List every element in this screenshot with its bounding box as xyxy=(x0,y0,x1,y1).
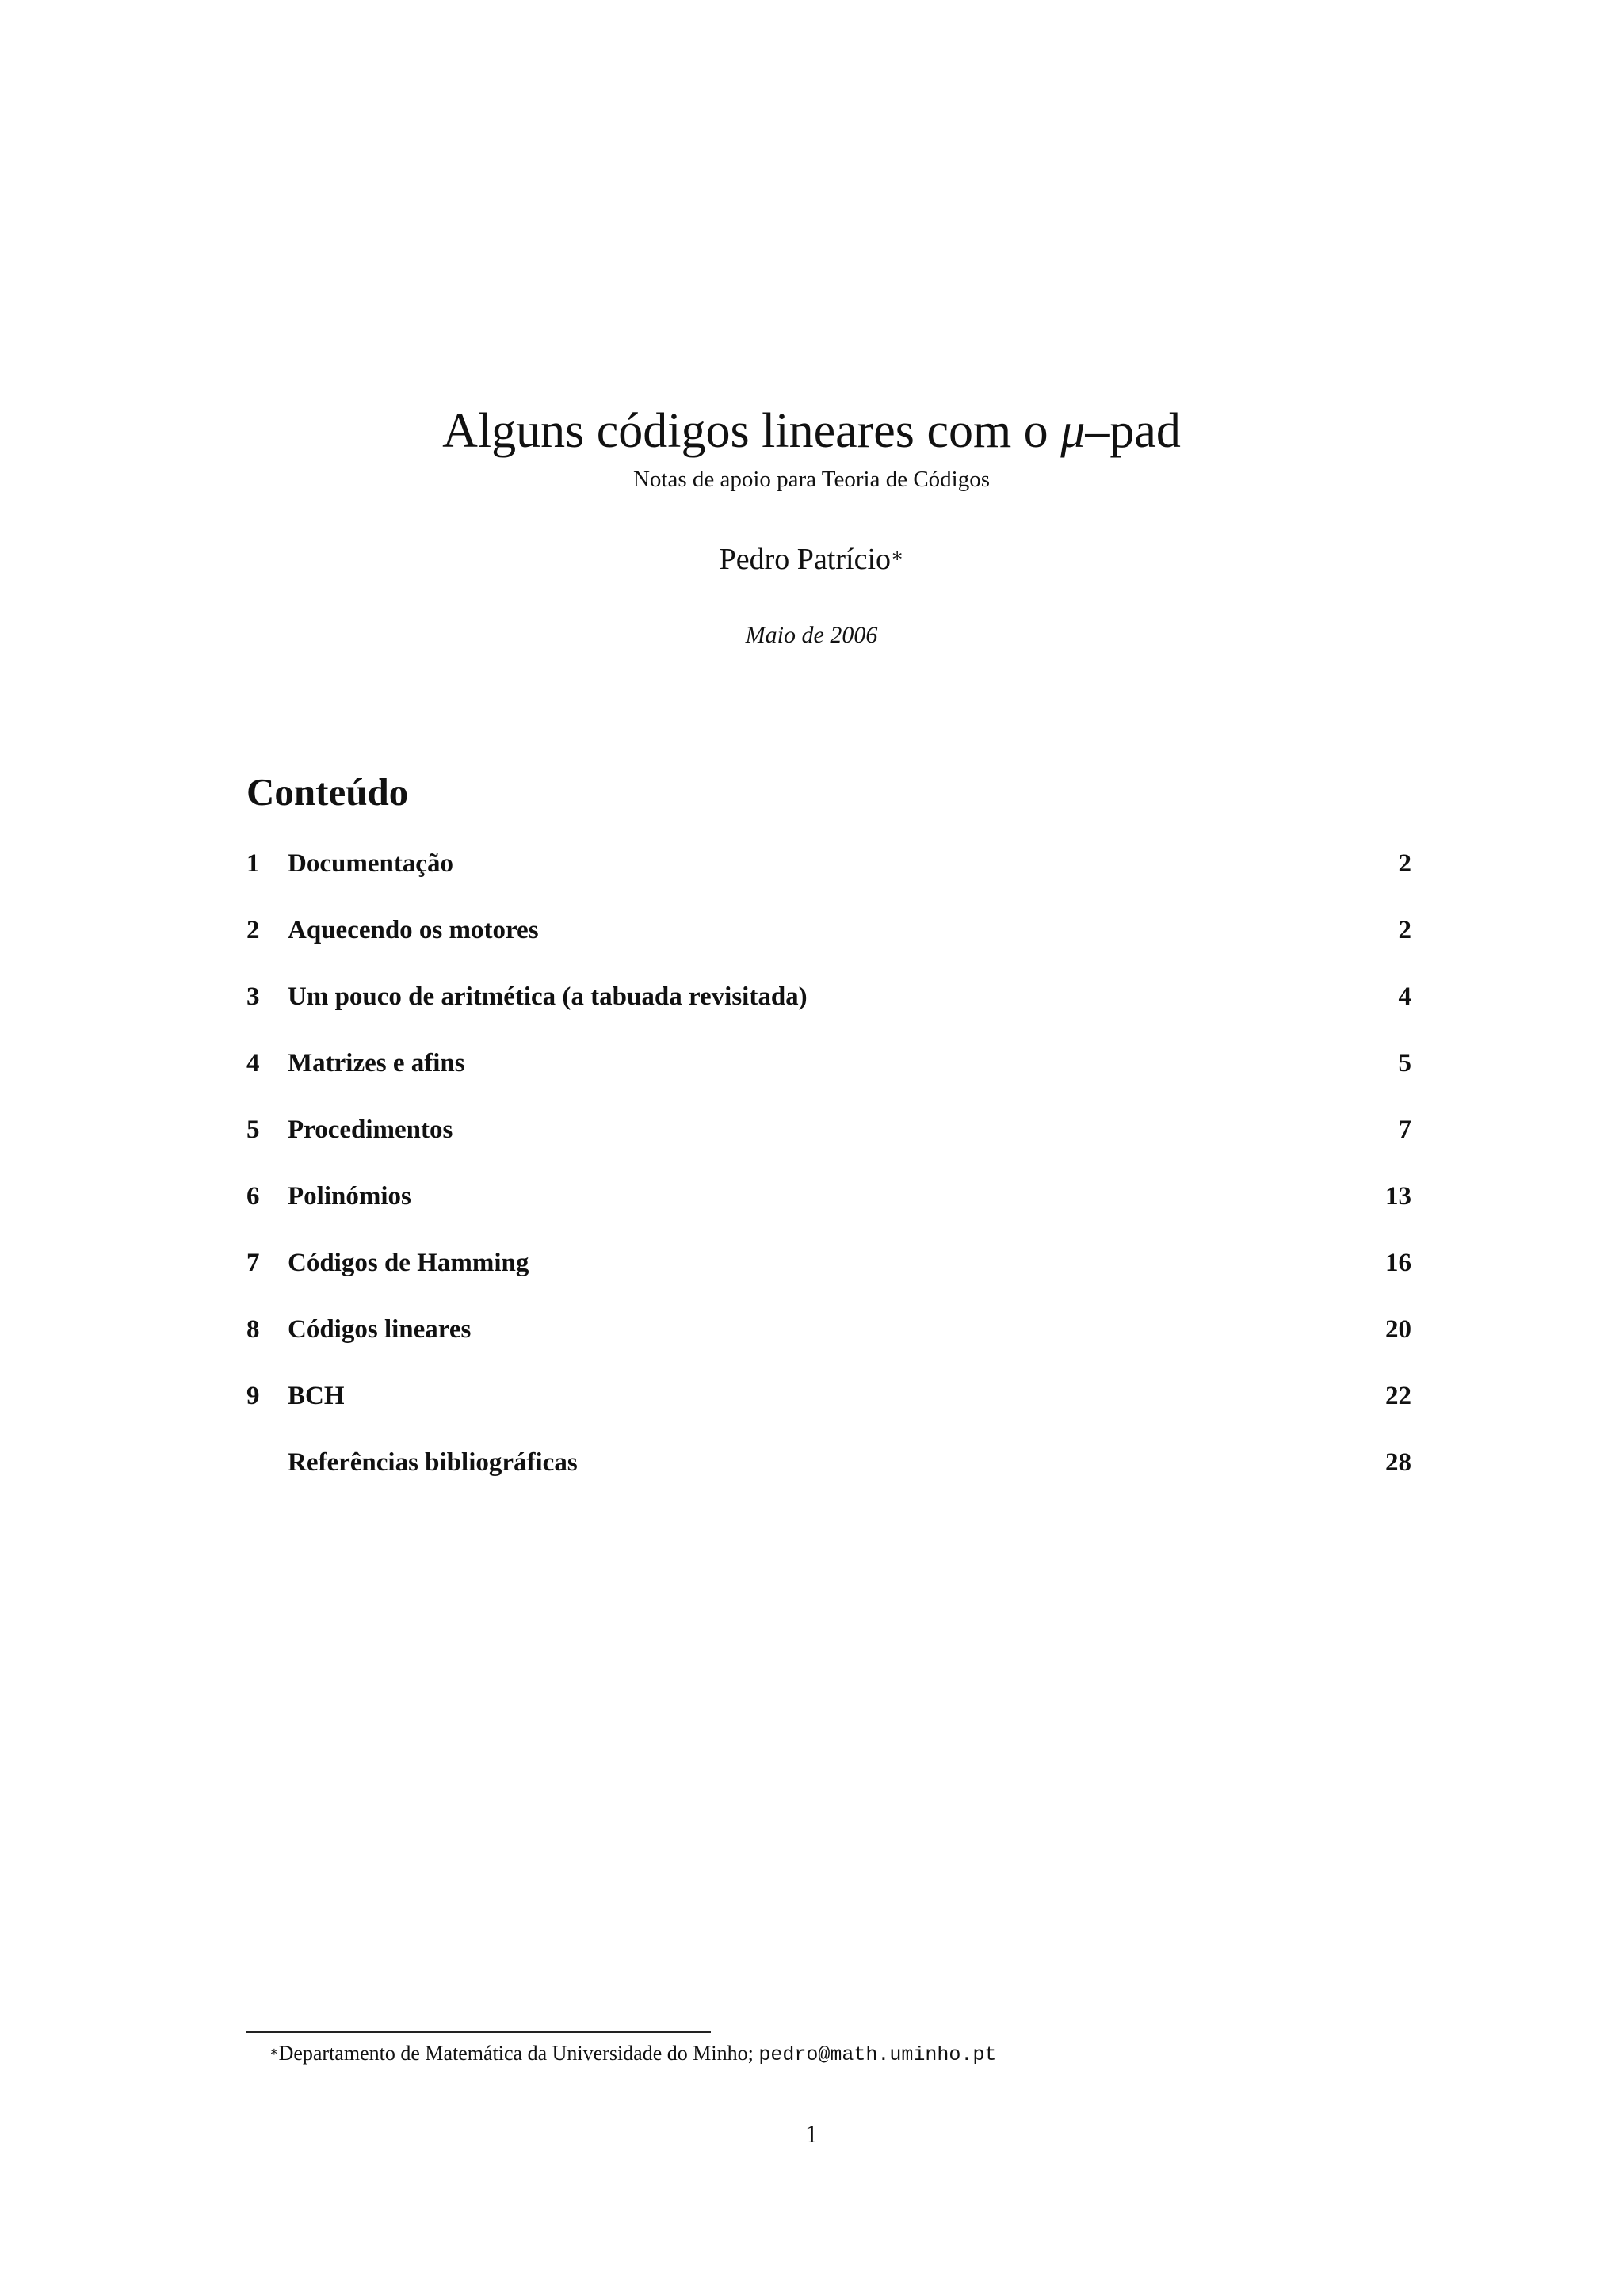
toc-entry[interactable] xyxy=(246,913,1411,979)
toc-entry-label: BCH xyxy=(288,1382,345,1410)
document-title xyxy=(0,402,1623,460)
footnote xyxy=(269,2041,996,2068)
toc-entry-label: Matrizes e afins xyxy=(288,1049,465,1077)
toc-entry-number: 1 xyxy=(246,849,260,878)
toc-entry-page: 16 xyxy=(1385,1249,1411,1277)
toc-entry-number: 3 xyxy=(246,982,260,1011)
title-main: Alguns códigos lineares com o xyxy=(442,404,1061,458)
document-author xyxy=(0,542,1623,577)
toc-entry[interactable] xyxy=(246,1179,1411,1245)
title-tail: –pad xyxy=(1085,404,1181,458)
toc-entry-number: 8 xyxy=(246,1315,260,1344)
toc-entry[interactable] xyxy=(246,1312,1411,1379)
footnote-email-link[interactable]: pedro@math.uminho.pt xyxy=(758,2043,997,2066)
toc-entry-number: 5 xyxy=(246,1116,260,1144)
table-of-contents xyxy=(246,846,1411,1512)
author-footnote-mark: ∗ xyxy=(891,546,904,566)
author-name: Pedro Patrício xyxy=(719,543,892,576)
toc-entry-number: 2 xyxy=(246,916,260,944)
page-number: 1 xyxy=(805,2119,818,2148)
toc-entry-number: 4 xyxy=(246,1049,260,1077)
document-date: Maio de 2006 xyxy=(745,622,878,648)
toc-entry-label: Referências bibliográficas xyxy=(288,1448,578,1477)
toc-entry-label: Documentação xyxy=(288,849,453,878)
toc-entry[interactable] xyxy=(246,1112,1411,1179)
toc-entry-number: 7 xyxy=(246,1249,260,1277)
footnote-text: Departamento de Matemática da Universidade do Minho; xyxy=(278,2042,759,2065)
toc-entry-page: 22 xyxy=(1385,1382,1411,1410)
toc-entry-page: 5 xyxy=(1398,1049,1411,1077)
toc-entry-label: Um pouco de aritmética (a tabuada revisitada) xyxy=(288,982,808,1011)
toc-entry-page: 2 xyxy=(1398,849,1411,878)
toc-entry[interactable] xyxy=(246,1046,1411,1112)
toc-entry-label: Procedimentos xyxy=(288,1116,453,1144)
toc-entry-number: 9 xyxy=(246,1382,260,1410)
toc-entry-page: 4 xyxy=(1398,982,1411,1011)
title-mu-symbol: μ xyxy=(1060,404,1086,458)
footnote-divider xyxy=(246,2031,711,2033)
toc-heading: Conteúdo xyxy=(246,770,409,814)
toc-entry[interactable] xyxy=(246,979,1411,1046)
toc-entry-page: 20 xyxy=(1385,1315,1411,1344)
toc-entry-page: 28 xyxy=(1385,1448,1411,1477)
toc-entry-references[interactable] xyxy=(246,1445,1411,1512)
toc-entry-number: 6 xyxy=(246,1182,260,1211)
toc-entry-page: 7 xyxy=(1398,1116,1411,1144)
toc-entry-label: Códigos de Hamming xyxy=(288,1249,529,1277)
toc-entry-label: Polinómios xyxy=(288,1182,411,1211)
document-subtitle: Notas de apoio para Teoria de Códigos xyxy=(632,467,991,492)
footnote-mark: ∗ xyxy=(269,2044,279,2059)
toc-entry-label: Aquecendo os motores xyxy=(288,916,539,944)
toc-entry-page: 2 xyxy=(1398,916,1411,944)
toc-entry[interactable] xyxy=(246,1245,1411,1312)
toc-entry-label: Códigos lineares xyxy=(288,1315,472,1344)
toc-entry-page: 13 xyxy=(1385,1182,1411,1211)
toc-entry[interactable] xyxy=(246,846,1411,913)
toc-entry[interactable] xyxy=(246,1379,1411,1445)
